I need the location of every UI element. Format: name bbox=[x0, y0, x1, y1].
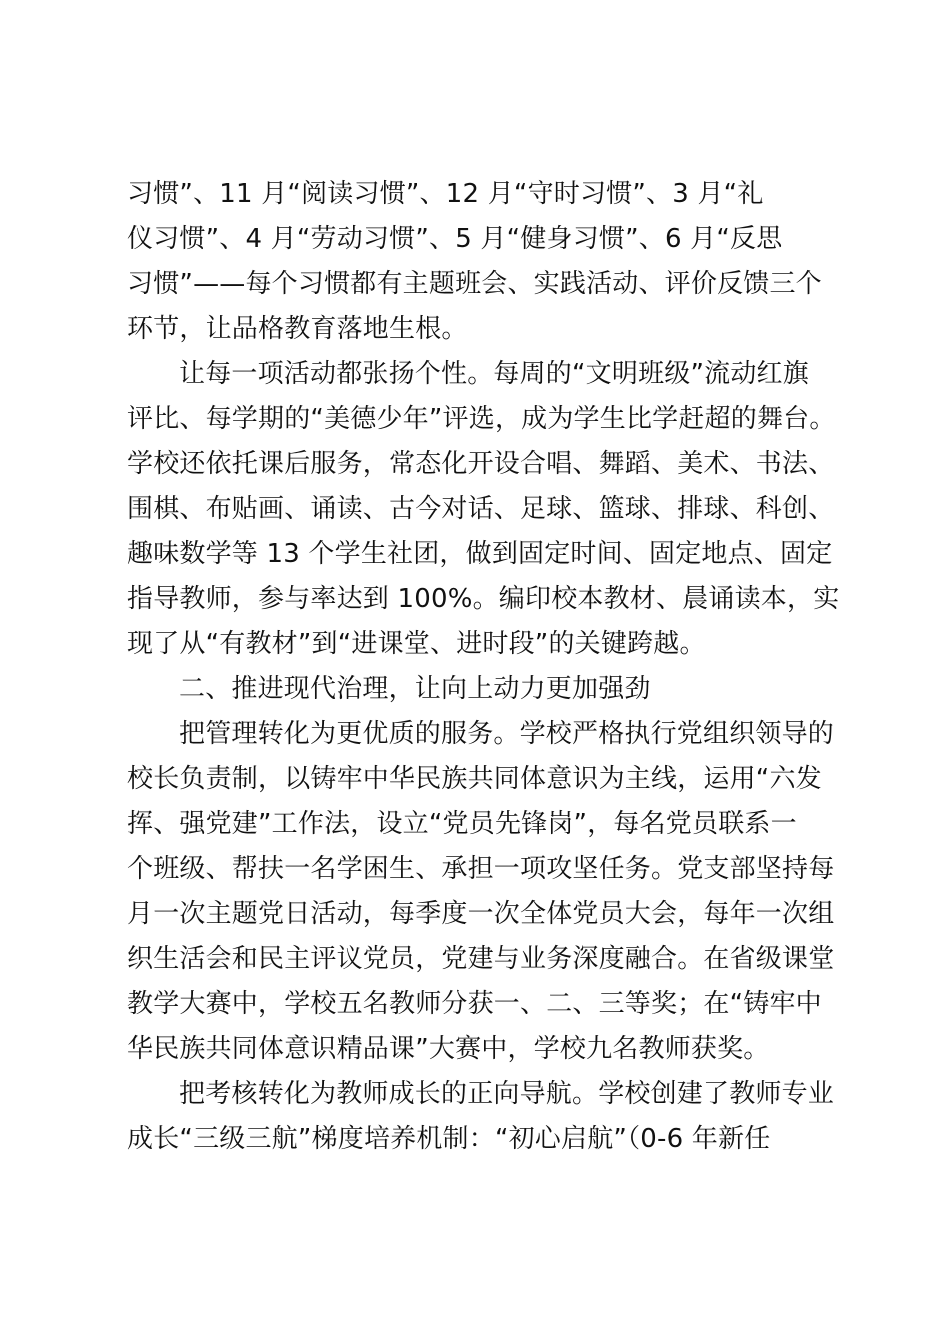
text-line: 挥、强党建”工作法，设立“党员先锋岗”，每名党员联系一 bbox=[127, 809, 797, 839]
section-heading: 二、推进现代治理，让向上动力更加强劲 bbox=[179, 674, 651, 704]
text-line: 教学大赛中，学校五名教师分获一、二、三等奖；在“铸牢中 bbox=[127, 989, 822, 1019]
text-line: 成长“三级三航”梯度培养机制：“初心启航”（0-6 年新任 bbox=[127, 1124, 771, 1154]
text-line: 仪习惯”、4 月“劳动习惯”、5 月“健身习惯”、6 月“反思 bbox=[127, 224, 783, 254]
paragraph-first-line: 把管理转化为更优质的服务。学校严格执行党组织领导的 bbox=[179, 719, 835, 749]
text-line: 评比、每学期的“美德少年”评选，成为学生比学赶超的舞台。 bbox=[127, 404, 836, 434]
text-line: 趣味数学等 13 个学生社团，做到固定时间、固定地点、固定 bbox=[127, 539, 833, 569]
text-line: 月一次主题党日活动，每季度一次全体党员大会，每年一次组 bbox=[127, 899, 835, 929]
text-line: 织生活会和民主评议党员，党建与业务深度融合。在省级课堂 bbox=[127, 944, 835, 974]
text-line: 个班级、帮扶一名学困生、承担一项攻坚任务。党支部坚持每 bbox=[127, 854, 835, 884]
text-line: 华民族共同体意识精品课”大赛中，学校九名教师获奖。 bbox=[127, 1034, 770, 1064]
text-line: 学校还依托课后服务，常态化开设合唱、舞蹈、美术、书法、 bbox=[127, 449, 835, 479]
text-line: 现了从“有教材”到“进课堂、进时段”的关键跨越。 bbox=[127, 629, 706, 659]
text-line: 习惯”——每个习惯都有主题班会、实践活动、评价反馈三个 bbox=[127, 269, 822, 299]
text-line: 围棋、布贴画、诵读、古今对话、足球、篮球、排球、科创、 bbox=[127, 494, 835, 524]
paragraph-first-line: 把考核转化为教师成长的正向导航。学校创建了教师专业 bbox=[179, 1079, 835, 1109]
text-line: 校长负责制，以铸牢中华民族共同体意识为主线，运用“六发 bbox=[127, 764, 822, 794]
text-line: 习惯”、11 月“阅读习惯”、12 月“守时习惯”、3 月“礼 bbox=[127, 179, 764, 209]
paragraph-first-line: 让每一项活动都张扬个性。每周的“文明班级”流动红旗 bbox=[179, 359, 809, 389]
text-line: 环节，让品格教育落地生根。 bbox=[127, 314, 468, 344]
text-line: 指导教师，参与率达到 100%。编印校本教材、晨诵读本，实 bbox=[127, 584, 840, 614]
